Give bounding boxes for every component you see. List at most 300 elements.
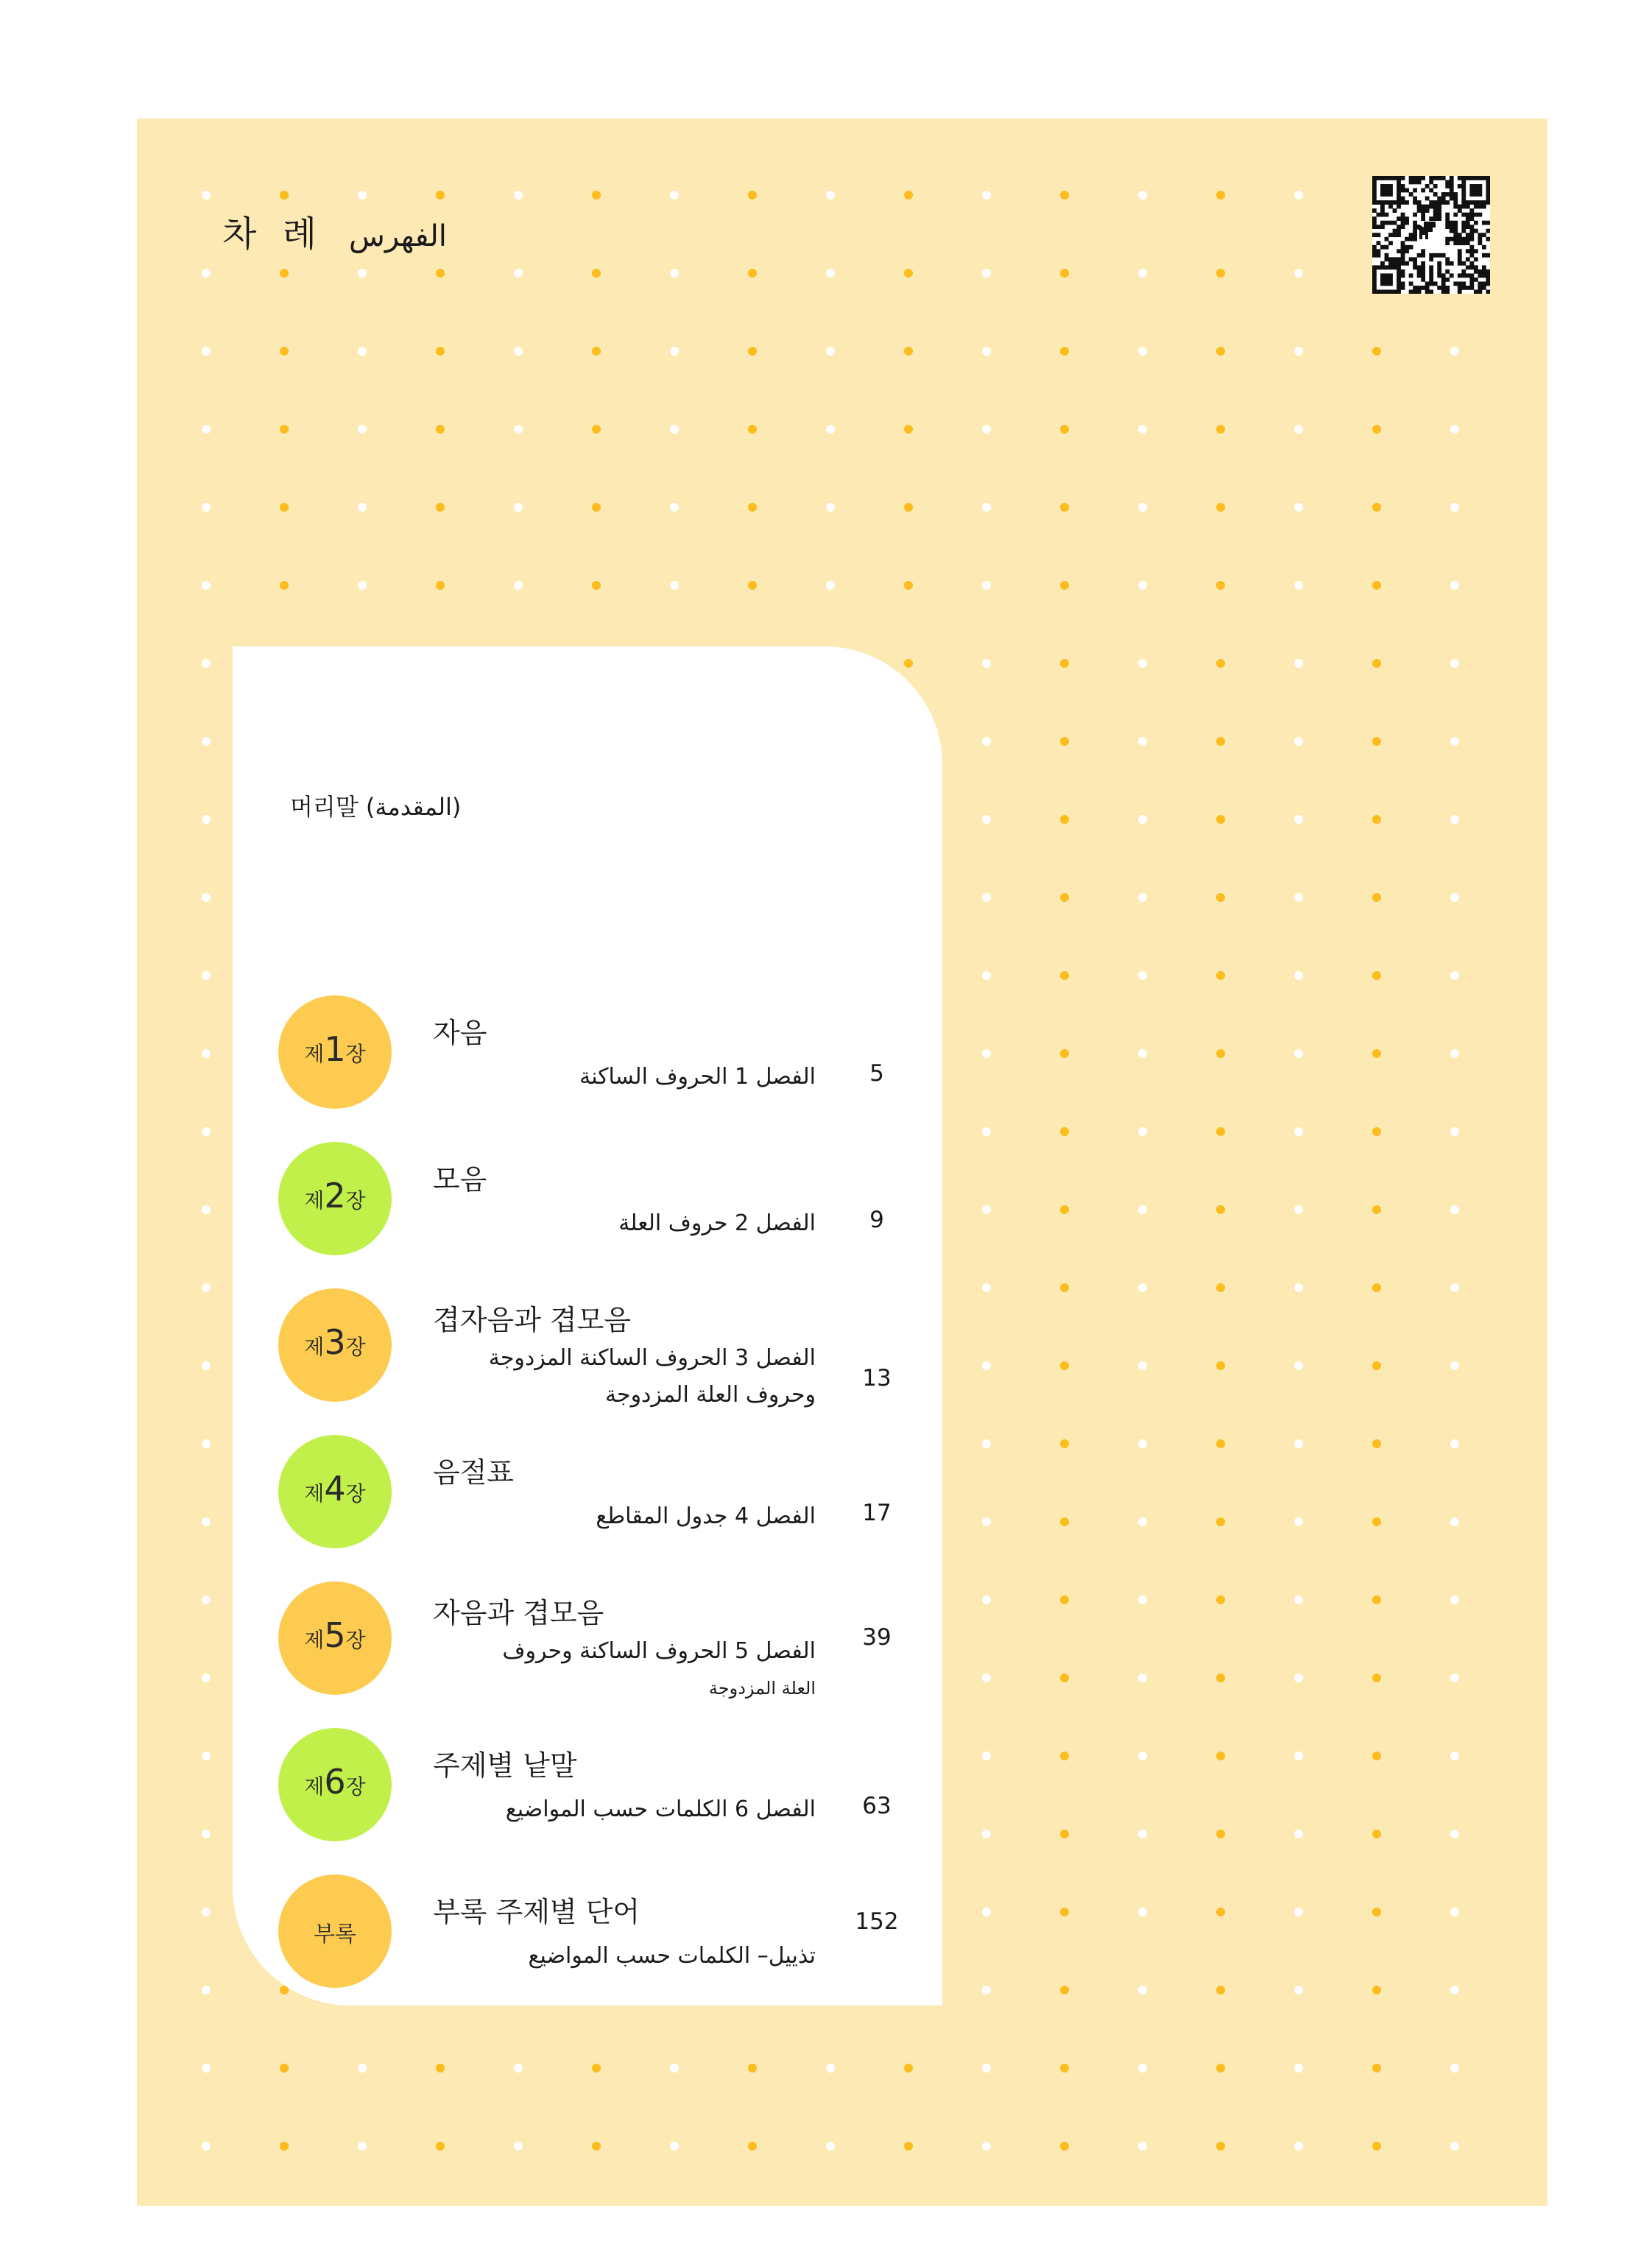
- background-dot: [982, 1908, 991, 1916]
- background-dot: [1216, 269, 1225, 278]
- background-dot: [592, 191, 601, 200]
- background-dot: [982, 1673, 991, 1682]
- background-dot: [1138, 503, 1147, 512]
- background-dot: [1138, 1127, 1147, 1136]
- chapter-5-title-korean: 자음과 겹모음: [433, 1597, 604, 1629]
- chapter-6-title-korean: 주제별 낱말: [433, 1749, 577, 1782]
- background-dot: [904, 269, 913, 278]
- background-dot: [1060, 503, 1069, 512]
- background-dot: [1060, 2064, 1069, 2073]
- background-dot: [1294, 971, 1303, 980]
- background-dot: [202, 1517, 211, 1526]
- background-dot: [982, 2064, 991, 2073]
- background-dot: [1372, 1127, 1381, 1136]
- background-dot: [1060, 425, 1069, 434]
- background-dot: [1216, 1205, 1225, 1214]
- background-dot: [1060, 1049, 1069, 1058]
- background-dot: [1060, 1127, 1069, 1136]
- background-dot: [1294, 659, 1303, 668]
- background-dot: [1372, 1986, 1381, 1994]
- chapter-5-badge: 제 5 장: [278, 1581, 392, 1695]
- background-dot: [1450, 1830, 1459, 1838]
- background-dot: [358, 503, 367, 512]
- background-dot: [1450, 425, 1459, 434]
- background-dot: [1372, 1595, 1381, 1604]
- background-dot: [1060, 1205, 1069, 1214]
- background-dot: [1372, 1439, 1381, 1448]
- background-dot: [982, 503, 991, 512]
- background-dot: [904, 503, 913, 512]
- background-dot: [1138, 581, 1147, 590]
- background-dot: [982, 347, 991, 356]
- background-dot: [1216, 1361, 1225, 1370]
- background-dot: [1294, 1283, 1303, 1292]
- background-dot: [1294, 347, 1303, 356]
- background-dot: [1294, 1986, 1303, 1994]
- background-dot: [748, 269, 757, 278]
- background-dot: [280, 503, 289, 512]
- background-dot: [1450, 1595, 1459, 1604]
- background-dot: [1294, 1595, 1303, 1604]
- background-dot: [1060, 893, 1069, 902]
- background-dot: [1372, 1205, 1381, 1214]
- background-dot: [1216, 1283, 1225, 1292]
- background-dot: [592, 347, 601, 356]
- chapter-1-page-number: 5: [869, 1060, 884, 1087]
- background-dot: [826, 2064, 835, 2073]
- background-dot: [826, 2142, 835, 2151]
- background-dot: [1450, 1127, 1459, 1136]
- chapter-1-title-arabic: الفصل 1 الحروف الساكنة: [579, 1064, 816, 1090]
- background-dot: [1372, 1283, 1381, 1292]
- background-dot: [1060, 1908, 1069, 1916]
- background-dot: [1138, 347, 1147, 356]
- background-dot: [1372, 503, 1381, 512]
- background-dot: [670, 2142, 679, 2151]
- background-dot: [1450, 1205, 1459, 1214]
- chapter-2-title-korean: 모음: [433, 1163, 487, 1196]
- background-dot: [1372, 581, 1381, 590]
- background-dot: [904, 347, 913, 356]
- background-dot: [748, 191, 757, 200]
- background-dot: [1294, 1127, 1303, 1136]
- background-dot: [436, 191, 445, 200]
- chapter-2-entry[interactable]: [233, 1142, 942, 1260]
- background-dot: [1060, 191, 1069, 200]
- background-dot: [202, 1361, 211, 1370]
- background-dot: [1294, 269, 1303, 278]
- background-dot: [1294, 1361, 1303, 1370]
- background-dot: [982, 191, 991, 200]
- background-dot: [1294, 1908, 1303, 1916]
- background-dot: [1216, 1517, 1225, 1526]
- background-dot: [670, 2064, 679, 2073]
- background-dot: [1216, 1673, 1225, 1682]
- chapter-5-page-number: 39: [862, 1624, 892, 1651]
- background-dot: [202, 1673, 211, 1682]
- background-dot: [1216, 1439, 1225, 1448]
- background-dot: [280, 191, 289, 200]
- qr-code-icon[interactable]: [1372, 176, 1490, 294]
- background-dot: [1450, 2142, 1459, 2151]
- background-dot: [202, 1439, 211, 1448]
- chapter-1-badge: 제 1 장: [278, 995, 392, 1109]
- background-dot: [358, 269, 367, 278]
- background-dot: [1216, 1049, 1225, 1058]
- chapter-3-entry[interactable]: [233, 1288, 942, 1406]
- background-dot: [1372, 1673, 1381, 1682]
- table-of-contents-card: [233, 646, 942, 2006]
- background-dot: [1216, 1830, 1225, 1838]
- background-dot: [1060, 1986, 1069, 1994]
- background-dot: [1294, 2142, 1303, 2151]
- background-dot: [358, 2064, 367, 2073]
- background-dot: [1138, 1986, 1147, 1994]
- background-dot: [1372, 893, 1381, 902]
- background-dot: [436, 425, 445, 434]
- background-dot: [1450, 2064, 1459, 2073]
- background-dot: [1216, 1595, 1225, 1604]
- background-dot: [826, 503, 835, 512]
- chapter-6-entry[interactable]: [233, 1728, 942, 1846]
- background-dot: [514, 191, 523, 200]
- background-dot: [748, 581, 757, 590]
- background-dot: [202, 659, 211, 668]
- background-dot: [358, 2142, 367, 2151]
- background-dot: [1138, 815, 1147, 824]
- background-dot: [202, 1595, 211, 1604]
- background-dot: [1294, 893, 1303, 902]
- background-dot: [982, 1830, 991, 1838]
- background-dot: [1216, 1986, 1225, 1994]
- title-korean: 차 례: [222, 214, 324, 255]
- background-dot: [1060, 737, 1069, 746]
- background-dot: [1138, 425, 1147, 434]
- background-dot: [904, 581, 913, 590]
- background-dot: [280, 269, 289, 278]
- background-dot: [1450, 347, 1459, 356]
- appendix-page-number: 152: [855, 1908, 899, 1935]
- chapter-3-badge: 제 3 장: [278, 1288, 392, 1402]
- background-dot: [1060, 347, 1069, 356]
- background-dot: [436, 2064, 445, 2073]
- background-dot: [202, 893, 211, 902]
- background-dot: [1450, 503, 1459, 512]
- background-dot: [1294, 191, 1303, 200]
- background-dot: [358, 581, 367, 590]
- background-dot: [1294, 737, 1303, 746]
- background-dot: [358, 191, 367, 200]
- background-dot: [1294, 815, 1303, 824]
- background-dot: [982, 815, 991, 824]
- background-dot: [1060, 1673, 1069, 1682]
- background-dot: [436, 581, 445, 590]
- background-dot: [982, 1517, 991, 1526]
- background-dot: [202, 2142, 211, 2151]
- background-dot: [1294, 581, 1303, 590]
- background-dot: [202, 1986, 211, 1994]
- background-dot: [1372, 2064, 1381, 2073]
- chapter-6-badge: 제 6 장: [278, 1728, 392, 1841]
- background-dot: [670, 269, 679, 278]
- background-dot: [1216, 659, 1225, 668]
- background-dot: [982, 1049, 991, 1058]
- background-dot: [592, 269, 601, 278]
- background-dot: [982, 269, 991, 278]
- background-dot: [1372, 1830, 1381, 1838]
- page-title: [222, 205, 447, 256]
- dinosaur-icon: [1415, 222, 1436, 239]
- appendix-entry[interactable]: [233, 1874, 942, 1992]
- background-dot: [1294, 1205, 1303, 1214]
- background-dot: [982, 1205, 991, 1214]
- background-dot: [982, 659, 991, 668]
- background-dot: [1450, 1517, 1459, 1526]
- background-dot: [436, 269, 445, 278]
- chapter-6-title-arabic: الفصل 6 الكلمات حسب المواضيع: [505, 1796, 816, 1822]
- background-dot: [670, 425, 679, 434]
- background-dot: [1450, 1361, 1459, 1370]
- chapter-3-title-arabic: الفصل 3 الحروف الساكنة المزدوجة وحروف العلة المزدوجة: [488, 1345, 816, 1408]
- background-dot: [1216, 191, 1225, 200]
- background-dot: [202, 1908, 211, 1916]
- background-dot: [202, 737, 211, 746]
- background-dot: [1372, 2142, 1381, 2151]
- background-dot: [514, 2142, 523, 2151]
- background-dot: [514, 2064, 523, 2073]
- background-dot: [1372, 347, 1381, 356]
- background-dot: [670, 347, 679, 356]
- background-dot: [1060, 971, 1069, 980]
- chapter-1-title-korean: 자음: [433, 1017, 487, 1049]
- background-dot: [1450, 1673, 1459, 1682]
- background-dot: [202, 1049, 211, 1058]
- chapter-2-title-arabic: الفصل 2 حروف العلة: [618, 1210, 816, 1236]
- background-dot: [1372, 737, 1381, 746]
- background-dot: [202, 1283, 211, 1292]
- background-dot: [358, 347, 367, 356]
- background-dot: [1216, 815, 1225, 824]
- background-dot: [826, 347, 835, 356]
- background-dot: [982, 1361, 991, 1370]
- background-dot: [436, 2142, 445, 2151]
- background-dot: [1060, 1517, 1069, 1526]
- background-dot: [1060, 1752, 1069, 1760]
- background-dot: [826, 191, 835, 200]
- background-dot: [982, 2142, 991, 2151]
- page: [137, 119, 1547, 2206]
- background-dot: [202, 971, 211, 980]
- background-dot: [592, 2142, 601, 2151]
- background-dot: [748, 2064, 757, 2073]
- background-dot: [1138, 2142, 1147, 2151]
- background-dot: [202, 191, 211, 200]
- background-dot: [982, 1986, 991, 1994]
- chapter-4-entry[interactable]: [233, 1435, 942, 1553]
- background-dot: [1372, 1049, 1381, 1058]
- background-dot: [982, 1283, 991, 1292]
- background-dot: [1216, 737, 1225, 746]
- background-dot: [1060, 815, 1069, 824]
- background-dot: [1138, 191, 1147, 200]
- background-dot: [1138, 2064, 1147, 2073]
- background-dot: [1138, 659, 1147, 668]
- background-dot: [748, 2142, 757, 2151]
- background-dot: [1294, 1517, 1303, 1526]
- background-dot: [904, 2064, 913, 2073]
- background-dot: [1138, 1283, 1147, 1292]
- background-dot: [1372, 1908, 1381, 1916]
- background-dot: [670, 503, 679, 512]
- background-dot: [1450, 1049, 1459, 1058]
- background-dot: [982, 581, 991, 590]
- background-dot: [982, 1595, 991, 1604]
- background-dot: [592, 503, 601, 512]
- background-dot: [1216, 2064, 1225, 2073]
- title-arabic: الفهرس: [349, 219, 447, 253]
- background-dot: [1294, 503, 1303, 512]
- background-dot: [1372, 425, 1381, 434]
- background-dot: [514, 503, 523, 512]
- background-dot: [1060, 1439, 1069, 1448]
- background-dot: [982, 971, 991, 980]
- background-dot: [1060, 581, 1069, 590]
- background-dot: [826, 425, 835, 434]
- background-dot: [1216, 1908, 1225, 1916]
- background-dot: [514, 347, 523, 356]
- background-dot: [1138, 1908, 1147, 1916]
- background-dot: [1138, 1673, 1147, 1682]
- background-dot: [280, 425, 289, 434]
- background-dot: [1216, 893, 1225, 902]
- background-dot: [748, 347, 757, 356]
- background-dot: [592, 2064, 601, 2073]
- background-dot: [1216, 2142, 1225, 2151]
- background-dot: [1060, 1361, 1069, 1370]
- background-dot: [514, 425, 523, 434]
- chapter-4-title-korean: 음절표: [433, 1456, 515, 1489]
- chapter-5-entry[interactable]: [233, 1581, 942, 1699]
- background-dot: [1450, 1986, 1459, 1994]
- background-dot: [1216, 971, 1225, 980]
- background-dot: [1138, 1830, 1147, 1838]
- background-dot: [1294, 1673, 1303, 1682]
- background-dot: [1060, 1830, 1069, 1838]
- appendix-title-arabic: تذييل– الكلمات حسب المواضيع: [528, 1943, 816, 1969]
- chapter-2-badge: 제 2 장: [278, 1142, 392, 1255]
- background-dot: [202, 347, 211, 356]
- background-dot: [748, 503, 757, 512]
- preface-entry[interactable]: 머리말 (المقدمة): [290, 793, 462, 821]
- background-dot: [1216, 425, 1225, 434]
- background-dot: [1060, 269, 1069, 278]
- background-dot: [202, 2064, 211, 2073]
- background-dot: [1138, 1439, 1147, 1448]
- background-dot: [1060, 1283, 1069, 1292]
- background-dot: [1138, 1205, 1147, 1214]
- background-dot: [1294, 1830, 1303, 1838]
- background-dot: [358, 425, 367, 434]
- chapter-2-page-number: 9: [869, 1207, 884, 1233]
- background-dot: [280, 2064, 289, 2073]
- chapter-4-page-number: 17: [862, 1500, 892, 1526]
- background-dot: [982, 425, 991, 434]
- chapter-6-page-number: 63: [862, 1793, 892, 1819]
- background-dot: [904, 659, 913, 668]
- background-dot: [1216, 581, 1225, 590]
- background-dot: [982, 737, 991, 746]
- background-dot: [904, 425, 913, 434]
- background-dot: [1450, 1752, 1459, 1760]
- background-dot: [1138, 1517, 1147, 1526]
- background-dot: [1216, 1752, 1225, 1760]
- background-dot: [1450, 1439, 1459, 1448]
- background-dot: [1294, 425, 1303, 434]
- chapter-4-title-arabic: الفصل 4 جدول المقاطع: [596, 1503, 816, 1529]
- background-dot: [1372, 815, 1381, 824]
- background-dot: [592, 425, 601, 434]
- background-dot: [202, 581, 211, 590]
- background-dot: [202, 815, 211, 824]
- background-dot: [1450, 737, 1459, 746]
- background-dot: [1450, 1283, 1459, 1292]
- background-dot: [670, 581, 679, 590]
- background-dot: [1294, 1049, 1303, 1058]
- background-dot: [1372, 1517, 1381, 1526]
- background-dot: [1450, 971, 1459, 980]
- background-dot: [1294, 2064, 1303, 2073]
- background-dot: [904, 2142, 913, 2151]
- background-dot: [1450, 1908, 1459, 1916]
- background-dot: [280, 2142, 289, 2151]
- background-dot: [202, 503, 211, 512]
- chapter-3-page-number: 13: [862, 1365, 892, 1391]
- background-dot: [1060, 659, 1069, 668]
- background-dot: [1372, 971, 1381, 980]
- chapter-4-badge: 제 4 장: [278, 1435, 392, 1548]
- background-dot: [1138, 1361, 1147, 1370]
- background-dot: [1138, 893, 1147, 902]
- background-dot: [514, 581, 523, 590]
- background-dot: [202, 1205, 211, 1214]
- background-dot: [1138, 1595, 1147, 1604]
- background-dot: [436, 503, 445, 512]
- background-dot: [280, 347, 289, 356]
- background-dot: [670, 191, 679, 200]
- background-dot: [826, 581, 835, 590]
- background-dot: [982, 1439, 991, 1448]
- background-dot: [982, 893, 991, 902]
- background-dot: [1216, 347, 1225, 356]
- appendix-badge: 부록: [278, 1874, 392, 1988]
- background-dot: [1138, 269, 1147, 278]
- background-dot: [1294, 1439, 1303, 1448]
- background-dot: [1372, 1361, 1381, 1370]
- chapter-3-title-korean: 겹자음과 겹모음: [433, 1304, 632, 1336]
- background-dot: [1216, 503, 1225, 512]
- background-dot: [1216, 1127, 1225, 1136]
- background-dot: [1450, 815, 1459, 824]
- background-dot: [982, 1752, 991, 1760]
- background-dot: [1060, 1595, 1069, 1604]
- chapter-1-entry[interactable]: [233, 995, 942, 1113]
- background-dot: [1138, 1752, 1147, 1760]
- appendix-title-korean: 부록 주제별 단어: [433, 1896, 640, 1928]
- background-dot: [748, 425, 757, 434]
- background-dot: [1450, 659, 1459, 668]
- background-dot: [1138, 1049, 1147, 1058]
- background-dot: [1060, 2142, 1069, 2151]
